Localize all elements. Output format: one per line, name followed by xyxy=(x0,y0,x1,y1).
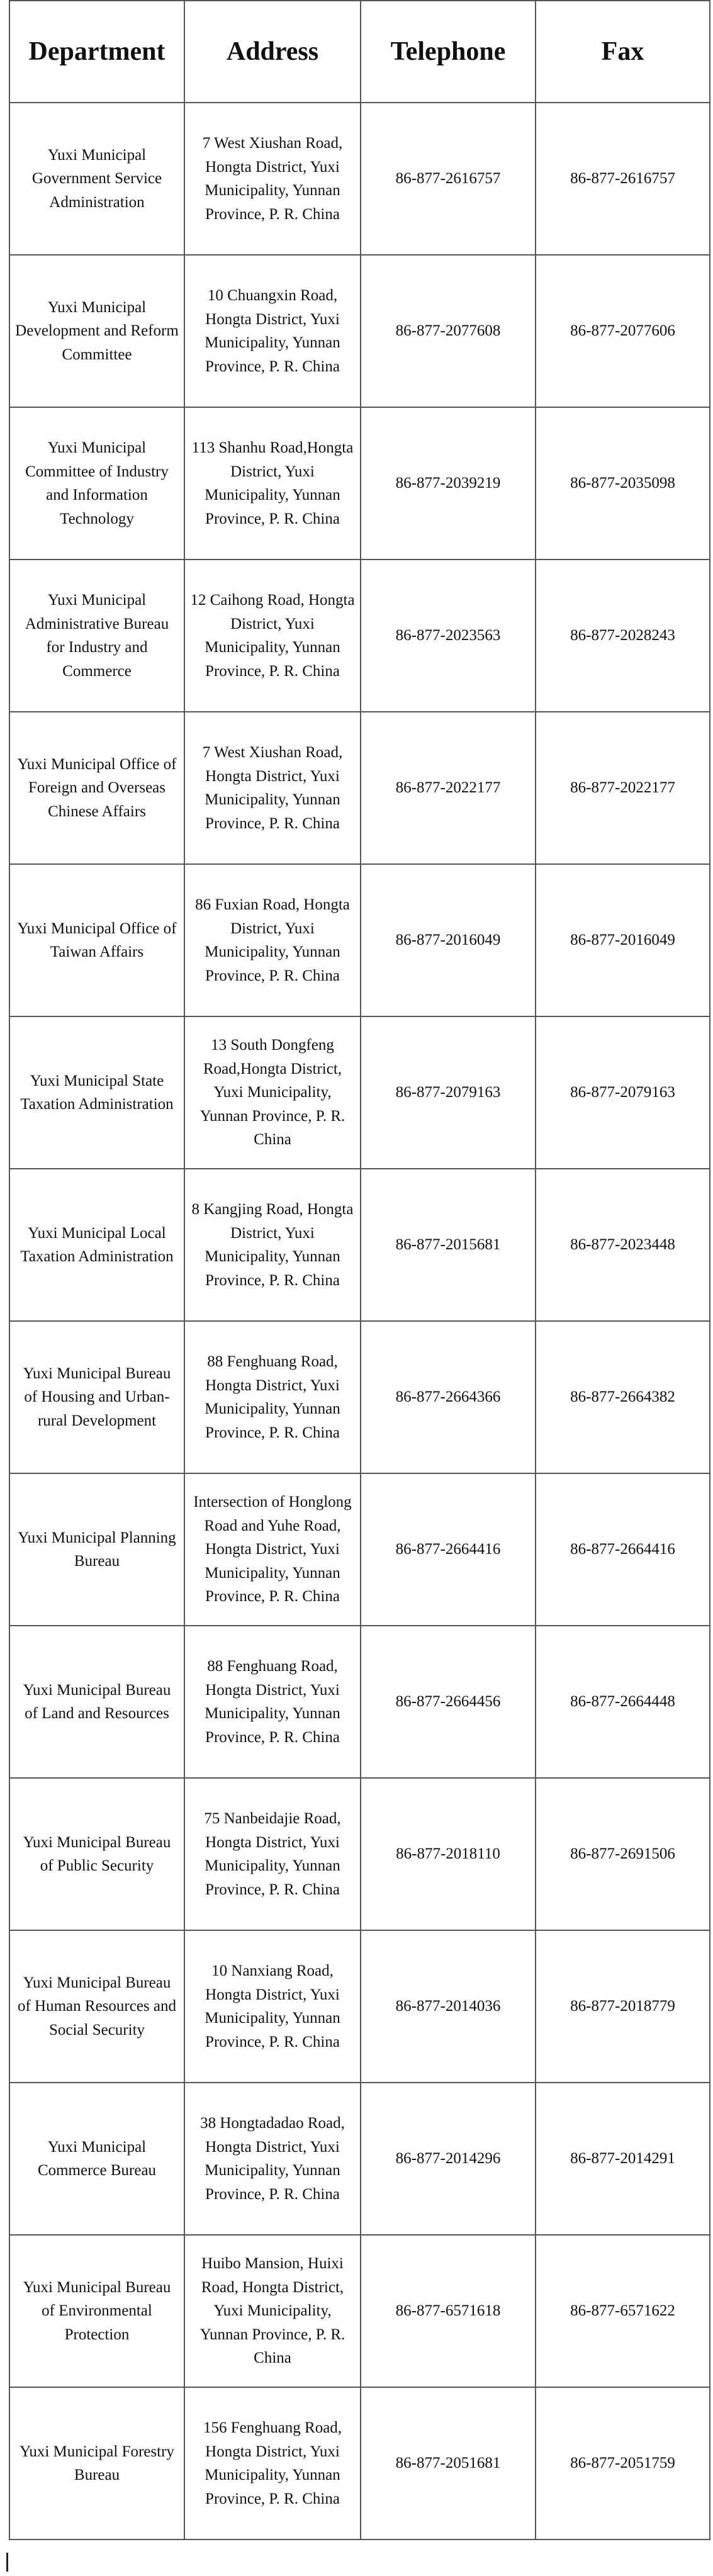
telephone-cell: 86-877-6571618 xyxy=(361,2235,536,2387)
table-row xyxy=(9,407,710,560)
address-cell: 10 Nanxiang Road, Hongta District, Yuxi Municipality, Yunnan Province, P. R. China xyxy=(184,1930,361,2083)
telephone-cell: 86-877-2039219 xyxy=(361,407,536,560)
fax-cell: 86-877-2664448 xyxy=(536,1626,710,1778)
telephone-cell: 86-877-2018110 xyxy=(361,1778,536,1930)
fax-cell: 86-877-2018779 xyxy=(536,1930,710,2083)
telephone-cell: 86-877-2014296 xyxy=(361,2083,536,2235)
address-cell: 38 Hongtadadao Road, Hongta District, Yuxi Municipality, Yunnan Province, P. R. China xyxy=(184,2083,361,2235)
fax-cell: 86-877-2691506 xyxy=(536,1778,710,1930)
address-cell: 156 Fenghuang Road, Hongta District, Yuxi Municipality, Yunnan Province, P. R. China xyxy=(184,2387,361,2539)
department-cell: Yuxi Municipal Committee of Industry and Information Technology xyxy=(9,407,184,560)
telephone-cell: 86-877-2616757 xyxy=(361,103,536,255)
address-cell: 10 Chuangxin Road, Hongta District, Yuxi Municipality, Yunnan Province, P. R. China xyxy=(184,255,361,407)
fax-cell: 86-877-2016049 xyxy=(536,864,710,1016)
telephone-cell: 86-877-2664416 xyxy=(361,1473,536,1626)
department-cell: Yuxi Municipal Bureau of Public Security xyxy=(9,1778,184,1930)
address-cell: Intersection of Honglong Road and Yuhe Road, Hongta District, Yuxi Municipality, Yunnan Province, P. R. China xyxy=(184,1473,361,1626)
department-cell: Yuxi Municipal Office of Taiwan Affairs xyxy=(9,864,184,1016)
fax-cell: 86-877-2077606 xyxy=(536,255,710,407)
department-cell: Yuxi Municipal Planning Bureau xyxy=(9,1473,184,1626)
telephone-cell: 86-877-2051681 xyxy=(361,2387,536,2539)
table-row xyxy=(9,1016,710,1169)
table-row xyxy=(9,1778,710,1930)
column-header-department: Department xyxy=(9,1,184,103)
fax-cell: 86-877-2051759 xyxy=(536,2387,710,2539)
telephone-cell: 86-877-2023563 xyxy=(361,560,536,712)
department-cell: Yuxi Municipal Bureau of Human Resources and Social Security xyxy=(9,1930,184,2083)
telephone-cell: 86-877-2664456 xyxy=(361,1626,536,1778)
fax-cell: 86-877-2022177 xyxy=(536,712,710,864)
fax-cell: 86-877-2035098 xyxy=(536,407,710,560)
fax-cell: 86-877-2079163 xyxy=(536,1016,710,1169)
department-cell: Yuxi Municipal Forestry Bureau xyxy=(9,2387,184,2539)
address-cell: 7 West Xiushan Road, Hongta District, Yuxi Municipality, Yunnan Province, P. R. China xyxy=(184,712,361,864)
table-body xyxy=(9,103,710,2539)
department-cell: Yuxi Municipal Government Service Administration xyxy=(9,103,184,255)
fax-cell: 86-877-2014291 xyxy=(536,2083,710,2235)
address-cell: Huibo Mansion, Huixi Road, Hongta District, Yuxi Municipality, Yunnan Province, P. R. China xyxy=(184,2235,361,2387)
table-row xyxy=(9,1169,710,1321)
telephone-cell: 86-877-2016049 xyxy=(361,864,536,1016)
address-cell: 12 Caihong Road, Hongta District, Yuxi Municipality, Yunnan Province, P. R. China xyxy=(184,560,361,712)
department-cell: Yuxi Municipal Bureau of Housing and Urban-rural Development xyxy=(9,1321,184,1473)
fax-cell: 86-877-2023448 xyxy=(536,1169,710,1321)
fax-cell: 86-877-2664416 xyxy=(536,1473,710,1626)
telephone-cell: 86-877-2014036 xyxy=(361,1930,536,2083)
table-row xyxy=(9,864,710,1016)
table-row xyxy=(9,1473,710,1626)
table-row xyxy=(9,1930,710,2083)
table-row xyxy=(9,1626,710,1778)
telephone-cell: 86-877-2022177 xyxy=(361,712,536,864)
address-cell: 13 South Dongfeng Road,Hongta District, Yuxi Municipality, Yunnan Province, P. R. China xyxy=(184,1016,361,1169)
address-cell: 75 Nanbeidajie Road, Hongta District, Yuxi Municipality, Yunnan Province, P. R. China xyxy=(184,1778,361,1930)
table-row xyxy=(9,2083,710,2235)
department-cell: Yuxi Municipal Commerce Bureau xyxy=(9,2083,184,2235)
text-cursor xyxy=(6,2553,8,2572)
department-cell: Yuxi Municipal Bureau of Environmental Protection xyxy=(9,2235,184,2387)
table-row xyxy=(9,560,710,712)
fax-cell: 86-877-2028243 xyxy=(536,560,710,712)
address-cell: 86 Fuxian Road, Hongta District, Yuxi Municipality, Yunnan Province, P. R. China xyxy=(184,864,361,1016)
telephone-cell: 86-877-2664366 xyxy=(361,1321,536,1473)
department-cell: Yuxi Municipal Local Taxation Administration xyxy=(9,1169,184,1321)
column-header-telephone: Telephone xyxy=(361,1,536,103)
telephone-cell: 86-877-2079163 xyxy=(361,1016,536,1169)
department-directory-table xyxy=(9,0,710,2540)
table-header xyxy=(9,1,710,103)
address-cell: 88 Fenghuang Road, Hongta District, Yuxi Municipality, Yunnan Province, P. R. China xyxy=(184,1626,361,1778)
table-row xyxy=(9,1321,710,1473)
department-cell: Yuxi Municipal State Taxation Administration xyxy=(9,1016,184,1169)
table-row xyxy=(9,2235,710,2387)
column-header-address: Address xyxy=(184,1,361,103)
table-row xyxy=(9,103,710,255)
fax-cell: 86-877-2616757 xyxy=(536,103,710,255)
fax-cell: 86-877-2664382 xyxy=(536,1321,710,1473)
address-cell: 113 Shanhu Road,Hongta District, Yuxi Municipality, Yunnan Province, P. R. China xyxy=(184,407,361,560)
department-cell: Yuxi Municipal Development and Reform Committee xyxy=(9,255,184,407)
address-cell: 88 Fenghuang Road, Hongta District, Yuxi Municipality, Yunnan Province, P. R. China xyxy=(184,1321,361,1473)
fax-cell: 86-877-6571622 xyxy=(536,2235,710,2387)
department-cell: Yuxi Municipal Bureau of Land and Resources xyxy=(9,1626,184,1778)
table-row xyxy=(9,712,710,864)
department-cell: Yuxi Municipal Office of Foreign and Overseas Chinese Affairs xyxy=(9,712,184,864)
address-cell: 7 West Xiushan Road, Hongta District, Yuxi Municipality, Yunnan Province, P. R. China xyxy=(184,103,361,255)
table-row xyxy=(9,2387,710,2539)
department-cell: Yuxi Municipal Administrative Bureau for Industry and Commerce xyxy=(9,560,184,712)
column-header-fax: Fax xyxy=(536,1,710,103)
table-row xyxy=(9,255,710,407)
address-cell: 8 Kangjing Road, Hongta District, Yuxi Municipality, Yunnan Province, P. R. China xyxy=(184,1169,361,1321)
header-row xyxy=(9,1,710,103)
telephone-cell: 86-877-2077608 xyxy=(361,255,536,407)
telephone-cell: 86-877-2015681 xyxy=(361,1169,536,1321)
